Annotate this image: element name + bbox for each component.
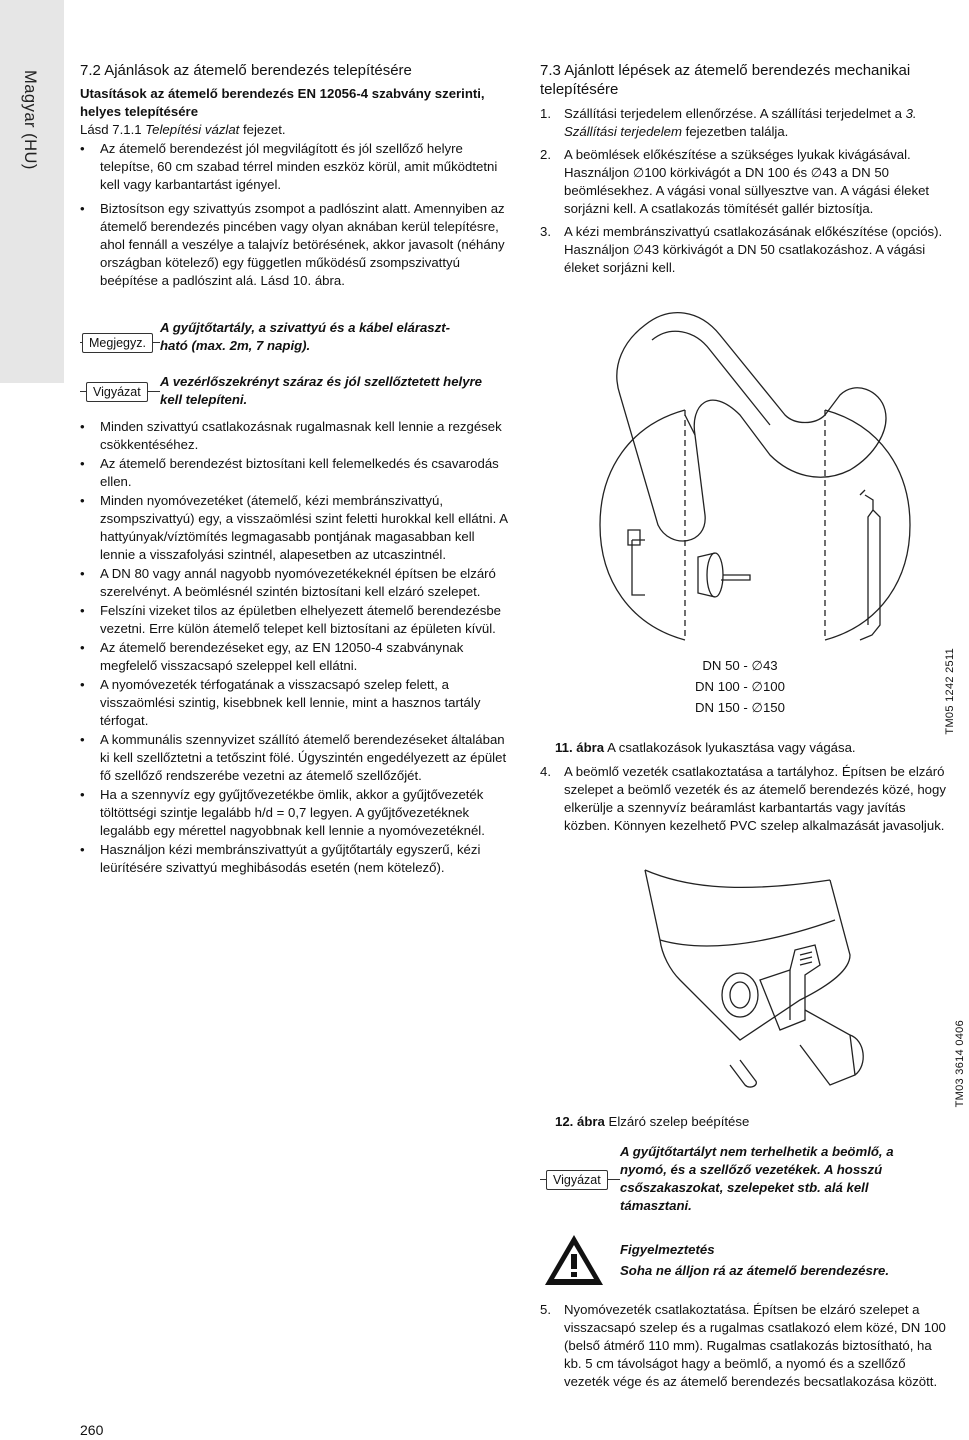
section-subheading: Utasítások az átemelő berendezés EN 12056-4 szabvány szerinti, helyes telepítésére <box>80 86 485 119</box>
list-item: • Használjon kézi membránszivattyút a gyűjtőtartály egyszerű, kézi leürítésére szivattyú meghibásodás esetén (nem kötelező). <box>80 841 510 877</box>
list-item: • Ha a szennyvíz egy gyűjtővezetékbe ömlik, akkor a gyűjtővezeték töltöttségi szintje legalább h/d = 0,7 legyen. A gyűjtővezetéknek legalább egy mérettel nagyobbnak kell lennie a nyomóvezetéknél. <box>80 786 510 840</box>
figure-11-caption: 11. ábra A csatlakozások lyukasztása vagy vágása. <box>555 740 856 755</box>
list-item: • Biztosítson egy szivattyús zsompot a padlószint alatt. Amennyiben az átemelő berendezés pincében vagy olyan aknában kerül telepítésre, ahol fennáll a veszélye a talajvíz betörésének, akkor javasolt (néhány országban kötelező) egy független működésű zsompszivattyú beépítése a padlószint alá. Lásd 10. ábra. <box>80 200 510 290</box>
list-item: 4. A beömlő vezeték csatlakoztatása a tartályhoz. Építsen be elzáró szelepet a beömlő vezeték és az átemelő berendezés közé, hogy elkerülje a szennyvíz beáramlást karbantartás vagy javítás közben. Könnyen kezelhető PVC szelep alkalmazását javasoljuk. <box>540 764 946 833</box>
warning-text: Soha ne álljon rá az átemelő berendezésre. <box>620 1263 889 1278</box>
list-item: • Minden nyomóvezetéket (átemelő, kézi membránszivattyú, zsompszivattyú) egy, a visszaömlési szint feletti hurokkal kell ellátni. A hattyúnyak/víztömítés legmagasabb pontjának magasabban kell lennie a visszafolyási szintnél, alapesetben az utcaszintnél. <box>80 492 510 564</box>
caution-text: A vezérlőszekrényt száraz és jól szellőztetett helyre kell telepíteni. <box>160 374 483 407</box>
list-item: • Az átemelő berendezést biztosítani kell felemelkedés és csavarodás ellen. <box>80 455 510 491</box>
step-5 <box>540 1301 950 1391</box>
steps-list <box>540 105 960 277</box>
left-column <box>80 61 510 290</box>
language-sidebar <box>0 0 64 383</box>
dimension-label: DN 150 - ∅150 <box>695 700 785 715</box>
warning-title: Figyelmeztetés <box>620 1242 715 1257</box>
list-item: • A DN 80 vagy annál nagyobb nyomóvezetékeknél építsen be elzáró szerelvényt. A beömlésnél szintén biztosítani kell elzáró szelepet. <box>80 565 510 601</box>
bullet-list-b <box>80 418 510 877</box>
steps-list-5 <box>540 1301 950 1391</box>
section-heading-7-3: 7.3 Ajánlott lépések az átemelő berendezés mechanikai telepítésére <box>540 62 911 98</box>
list-item: • A nyomóvezeték térfogatának a visszacsapó szelep felett, a visszaömlési szintig, kisebbnek kell lennie, mint a hasznos tartály térfogat. <box>80 676 510 730</box>
figure-11-code: TM05 1242 2511 <box>944 648 956 735</box>
reference-line: Lásd 7.1.1 Telepítési vázlat fejezet. <box>80 122 286 137</box>
language-label: Magyar (HU) <box>21 70 39 170</box>
dimension-label: DN 50 - ∅43 <box>702 658 778 673</box>
list-item: 5. Nyomóvezeték csatlakoztatása. Építsen be elzáró szelepet a visszacsapó szelep és a rugalmas csatlakozó elem közé, DN 100 (belső átmérő 110 mm). Rugalmas csatlakozás biztosítható, ha kb. 5 cm távolságot hagy a beömlő, a nyomó és a szellőző vezeték vége és az átemelő berendezés becsatlakozása között. <box>540 1302 946 1389</box>
list-item: • Az átemelő berendezéseket egy, az EN 12050-4 szabványnak megfelelő visszacsapó szeleppel kell ellátni. <box>80 639 510 675</box>
list-item: • Minden szivattyú csatlakozásnak rugalmasnak kell lennie a rezgések csökkentéséhez. <box>80 418 510 454</box>
note-text: A gyűjtőtartály, a szivattyú és a kábel elárasztható (max. 2m, 7 napig). <box>160 320 451 353</box>
list-item: • Felszíni vizeket tilos az épületben elhelyezett átemelő berendezésbe vezetni. Erre külön átemelő telepet kell biztosítani az épületen kívül. <box>80 602 510 638</box>
list-item: 3. A kézi membránszivattyú csatlakozásának előkészítése (opciós). Használjon ∅43 körkivágót a DN 50 csatlakozáshoz. A vágási éleket sorjázni kell. <box>540 224 943 275</box>
list-item: • A kommunális szennyvizet szállító átemelő berendezéseket általában ki kell szellőztetni a tetőszint fölé. Úgyszintén engedélyezett az épület fő szellőző rendszerébe vezetni az átemelő szellőzőjét. <box>80 731 510 785</box>
dimension-label: DN 100 - ∅100 <box>695 679 785 694</box>
figure-12-caption: 12. ábra Elzáró szelep beépítése <box>555 1114 750 1129</box>
figure-11-drawing <box>590 295 920 695</box>
figure-11-dimensions <box>680 655 800 718</box>
steps-list-4 <box>540 763 950 835</box>
section-heading-7-2: 7.2 Ajánlások az átemelő berendezés telepítésére <box>80 62 412 79</box>
list-item: 1. Szállítási terjedelem ellenőrzése. A szállítási terjedelmet a 3. Szállítási terjedelem fejezetben találja. <box>540 106 917 139</box>
note-label: Megjegyz. <box>82 333 153 353</box>
figure-12-drawing <box>600 860 900 1100</box>
left-column-b <box>80 418 510 877</box>
right-column <box>540 61 960 277</box>
warning-triangle-icon <box>542 1232 606 1288</box>
figure-12-code: TM03 3614 0406 <box>954 1020 966 1108</box>
list-item: • Az átemelő berendezést jól megvilágított és jól szellőző helyre telepítse, 60 cm szabad térrel minden eszköz körül, amit működtetni kell vagy karbantartást igényel. <box>80 140 510 194</box>
caution-text-right: A gyűjtőtartályt nem terhelhetik a beömlő, a nyomó, és a szellőző vezetékek. A hosszú csőszakaszokat, szelepeket stb. alá kell támasztani. <box>620 1144 894 1213</box>
caution-label: Vigyázat <box>86 382 148 402</box>
caution-label-right: Vigyázat <box>546 1170 608 1190</box>
step-4 <box>540 763 950 835</box>
page-number: 260 <box>80 1422 104 1438</box>
reference-link[interactable]: Telepítési vázlat <box>145 122 240 137</box>
list-item: 2. A beömlések előkészítése a szükséges lyukak kivágásával. Használjon ∅100 körkivágót a DN 100 és ∅43 a DN 50 beömlésekhez. A vágási vonal süllyesztve van. A vágási éleket sorjázni kell. A csatlakozás tömítését gallér biztosítja. <box>540 147 930 216</box>
bullet-list-a <box>80 140 510 290</box>
